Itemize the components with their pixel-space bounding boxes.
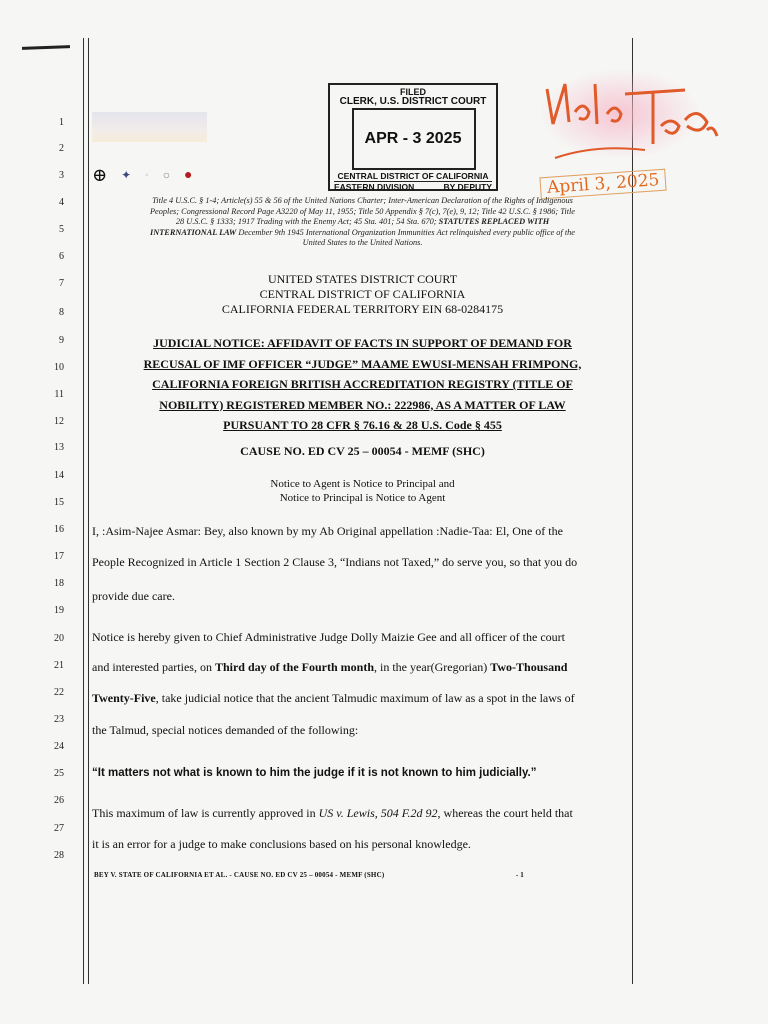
line-number: 2 (59, 143, 64, 154)
case-citation: US v. Lewis, 504 F.2d 92 (318, 806, 438, 820)
body-line: People Recognized in Article 1 Section 2 Clause 3, “Indians not Taxed,” do serve you, so that you do (92, 555, 578, 569)
line-number: 17 (54, 551, 64, 562)
line-number: 6 (59, 251, 64, 262)
red-seal-icon: ● (183, 167, 193, 183)
citation-line: United States to the United Nations. (302, 238, 423, 248)
body-text: and interested parties, on (92, 660, 215, 674)
statute-citation-block (96, 196, 629, 249)
line-number: 12 (54, 416, 64, 427)
line-number: 24 (54, 741, 64, 752)
court-district: CENTRAL DISTRICT OF CALIFORNIA (259, 287, 466, 301)
line-number: 20 (54, 633, 64, 644)
footer-caption: BEY V. STATE OF CALIFORNIA ET AL. - CAUSE NO. ED CV 25 – 00054 - MEMF (SHC) (94, 871, 385, 879)
ring-seal-icon: ○ (162, 168, 170, 182)
body-line: it is an error for a judge to make conclusions based on his personal knowledge. (92, 837, 471, 851)
title-line: CALIFORNIA FOREIGN BRITISH ACCREDITATION REGISTRY (TITLE OF (152, 377, 573, 391)
stamp-district: CENTRAL DISTRICT OF CALIFORNIA (337, 171, 489, 181)
handwritten-signature (535, 64, 725, 184)
line-number: 27 (54, 823, 64, 834)
body-line: the Talmud, special notices demanded of the following: (92, 723, 359, 737)
notice-line: Notice to Principal is Notice to Agent (279, 492, 446, 504)
stamp-deputy: BY DEPUTY (443, 182, 492, 192)
citation-bold: INTERNATIONAL LAW (150, 227, 237, 237)
line-number: 14 (54, 470, 64, 481)
seal-icons (92, 165, 192, 186)
line-number: 9 (59, 335, 64, 346)
line-number: 11 (54, 389, 64, 400)
line-number: 7 (59, 278, 64, 289)
citation-line (96, 228, 629, 239)
title-line: PURSUANT TO 28 CFR § 76.16 & 28 U.S. Code § 455 (223, 418, 502, 432)
citation-bold: STATUTES REPLACED WITH (438, 217, 550, 227)
document-title (96, 333, 629, 436)
filed-stamp (328, 83, 498, 191)
body-bold: Third day of the Fourth month (214, 660, 374, 674)
body-bold: Twenty-Five (92, 691, 156, 705)
body-text: , whereas the court held that (437, 806, 573, 820)
body-text: , take judicial notice that the ancient Talmudic maximum of law as a spot in the laws of (155, 691, 575, 705)
citation-line (96, 217, 629, 228)
body-line (92, 660, 632, 675)
body-text: , in the year(Gregorian) (374, 660, 491, 674)
agency-notice (96, 477, 629, 505)
margin-mark (22, 45, 70, 50)
line-number: 28 (54, 850, 64, 861)
line-number: 8 (59, 307, 64, 318)
body-line: I, :Asim-Najee Asmar: Bey, also known by my Ab Original appellation :Nadie-Taa: El, One of the (92, 524, 563, 538)
line-number: 13 (54, 442, 64, 453)
stamp-filed: FILED (400, 87, 426, 97)
court-territory: CALIFORNIA FEDERAL TERRITORY EIN 68-0284175 (221, 302, 504, 316)
flag-seal-icon: ✦ (121, 168, 132, 182)
line-number: 22 (54, 687, 64, 698)
page-number: - 1 (515, 871, 524, 879)
body-line (92, 691, 632, 706)
citation-line: Title 4 U.S.C. § 1-4; Article(s) 55 & 56 of the United Nations Charter; Inter-American Declaration of the Rights of Indigenous (152, 196, 573, 205)
line-number: 21 (54, 660, 64, 671)
line-number: 3 (59, 170, 64, 181)
court-header (96, 272, 629, 317)
title-line: NOBILITY) REGISTERED MEMBER NO.: 222986, AS A MATTER OF LAW (159, 397, 566, 412)
body-text: This maximum of law is currently approved in (92, 806, 319, 820)
court-name: UNITED STATES DISTRICT COURT (267, 272, 458, 286)
stamp-division: EASTERN DIVISION (334, 182, 415, 192)
cause-number: CAUSE NO. ED CV 25 – 00054 - MEMF (SHC) (240, 444, 485, 458)
body-bold: Two-Thousand (490, 660, 568, 674)
line-number: 25 (54, 768, 64, 779)
line-number: 18 (54, 578, 64, 589)
stamp-division-row (334, 181, 492, 192)
faded-seal-icon: ◦ (145, 170, 149, 181)
stamp-date: APR - 3 2025 (364, 130, 462, 147)
line-number: 15 (54, 497, 64, 508)
left-margin-rule-inner (88, 38, 89, 984)
line-number: 26 (54, 795, 64, 806)
line-number: 1 (59, 117, 64, 128)
citation-text: December 9th 1945 International Organization Immunities Act relinquished every public office of the (238, 227, 575, 237)
stamp-clerk: CLERK, U.S. DISTRICT COURT (339, 96, 487, 107)
line-number: 10 (54, 362, 64, 373)
handwritten-date: April 3, 2025 (539, 169, 667, 200)
line-number: 23 (54, 714, 64, 725)
quoted-maxim: “It matters not what is known to him the judge if it is not known to him judicially.” (92, 767, 537, 779)
title-line: RECUSAL OF IMF OFFICER “JUDGE” MAAME EWUSI-MENSAH FRIMPONG, (143, 356, 582, 371)
body-line: provide due care. (92, 589, 175, 603)
body-line: Notice is hereby given to Chief Administrative Judge Dolly Maizie Gee and all officer of the court (92, 630, 565, 644)
page-footer (94, 871, 524, 879)
title-line: JUDICIAL NOTICE: AFFIDAVIT OF FACTS IN SUPPORT OF DEMAND FOR (153, 336, 572, 350)
crosshair-seal-icon: ⊕ (92, 165, 108, 185)
notice-line: Notice to Agent is Notice to Principal and (270, 478, 455, 490)
citation-text: 28 U.S.C. § 1333; 1917 Trading with the Enemy Act; 45 Sta. 401; 54 Sta. 670; (175, 217, 437, 227)
line-number: 19 (54, 605, 64, 616)
body-line (92, 806, 632, 821)
line-number: 5 (59, 224, 64, 235)
line-number: 16 (54, 524, 64, 535)
flag-image (92, 112, 207, 142)
line-number: 4 (59, 197, 64, 208)
left-margin-rule (83, 38, 84, 984)
citation-line: Peoples; Congressional Record Page A3220 of May 11, 1955; Title 50 Appendix § 7(c), 7(e), 9, 12; Title 42 U.S.C. § 1986; Title (149, 206, 575, 216)
